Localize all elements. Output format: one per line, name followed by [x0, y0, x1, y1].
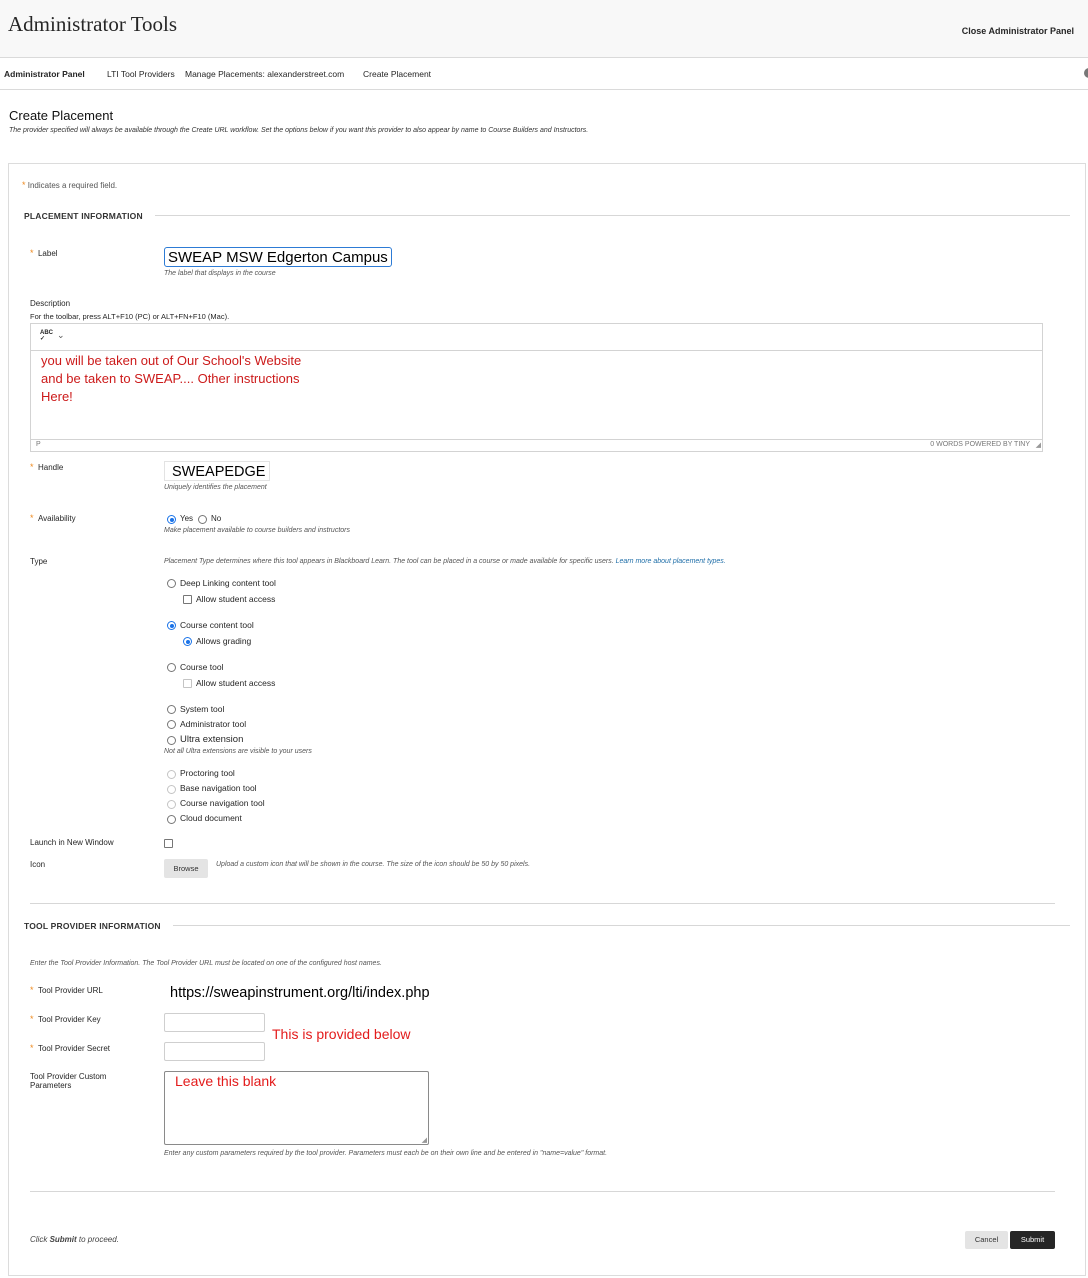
description-content[interactable]: you will be taken out of Our School's Website and be taken to SWEAP.... Other instructions Here!: [41, 353, 302, 404]
required-star-icon: *: [30, 1043, 34, 1053]
base-navigation-label: Base navigation tool: [180, 783, 257, 793]
ultra-extension-radio[interactable]: [167, 736, 176, 745]
toolbar-hint: For the toolbar, press ALT+F10 (PC) or ALT+FN+F10 (Mac).: [30, 312, 230, 321]
close-admin-panel-link[interactable]: Close Administrator Panel: [961, 26, 1074, 36]
custom-params-annotation: Leave this blank: [175, 1073, 277, 1089]
ultra-extension-label: Ultra extension: [180, 734, 244, 745]
placement-section-heading: PLACEMENT INFORMATION: [24, 211, 143, 221]
allows-grading-radio[interactable]: [183, 637, 192, 646]
required-star-icon: *: [30, 248, 34, 258]
availability-yes-label: Yes: [180, 514, 194, 523]
required-star-icon: *: [30, 985, 34, 995]
course-content-label: Course content tool: [180, 620, 254, 630]
course-content-radio[interactable]: [167, 621, 176, 630]
launch-new-window-label: Launch in New Window: [30, 838, 114, 847]
chevron-down-icon[interactable]: ⌄: [57, 330, 65, 340]
required-note: * Indicates a required field.: [22, 180, 118, 190]
course-tool-radio[interactable]: [167, 663, 176, 672]
submit-button[interactable]: Submit: [1010, 1231, 1055, 1249]
label-field-label: * Label: [30, 248, 58, 258]
element-path: P: [36, 441, 41, 448]
provider-intro: Enter the Tool Provider Information. The Tool Provider URL must be located on one of the configured host names.: [30, 960, 382, 967]
resize-handle-icon[interactable]: ◢: [1035, 442, 1041, 449]
learn-more-link[interactable]: Learn more about placement types.: [615, 558, 726, 565]
breadcrumb-lti-providers[interactable]: LTI Tool Providers: [107, 69, 175, 79]
type-label: Type: [30, 557, 48, 566]
course-tool-student-access-checkbox[interactable]: [183, 679, 192, 688]
section-divider: [30, 903, 1055, 904]
page-title: Create Placement: [9, 108, 114, 123]
availability-yes-radio[interactable]: [167, 515, 176, 524]
cancel-button[interactable]: Cancel: [965, 1231, 1008, 1249]
breadcrumb: [0, 58, 1088, 90]
handle-input[interactable]: SWEAPEDGE: [164, 461, 270, 481]
icon-label: Icon: [30, 860, 46, 869]
admin-header: [0, 0, 1088, 58]
required-star-icon: *: [30, 462, 34, 472]
required-star-icon: *: [30, 1014, 34, 1024]
spellcheck-icon[interactable]: ABC ✓: [40, 330, 53, 342]
handle-label: * Handle: [30, 462, 64, 472]
launch-new-window-checkbox[interactable]: [164, 839, 173, 848]
handle-hint: Uniquely identifies the placement: [164, 484, 267, 491]
section-divider: [173, 925, 1070, 926]
provider-secret-input[interactable]: [164, 1042, 265, 1061]
label-input[interactable]: SWEAP MSW Edgerton Campus: [164, 247, 392, 267]
proctoring-tool-radio[interactable]: [167, 770, 176, 779]
icon-hint: Upload a custom icon that will be shown in the course. The size of the icon should be 50 by 50 pixels.: [216, 861, 531, 868]
help-icon[interactable]: [1084, 68, 1088, 78]
provider-key-input[interactable]: [164, 1013, 265, 1032]
admin-tool-label: Administrator tool: [180, 719, 247, 729]
key-annotation: This is provided below: [272, 1026, 411, 1042]
custom-params-label: Tool Provider Custom Parameters: [30, 1072, 107, 1090]
provider-section-heading: TOOL PROVIDER INFORMATION: [24, 921, 161, 931]
system-tool-label: System tool: [180, 704, 225, 714]
deep-linking-student-access-checkbox[interactable]: [183, 595, 192, 604]
deep-linking-student-access-label: Allow student access: [196, 594, 276, 604]
page-header-title: Administrator Tools: [8, 12, 178, 36]
label-hint: The label that displays in the course: [164, 270, 276, 277]
breadcrumb-create-placement: Create Placement: [363, 69, 432, 79]
resize-handle-icon[interactable]: ◢: [421, 1137, 427, 1144]
system-tool-radio[interactable]: [167, 705, 176, 714]
editor-statusbar: [31, 439, 1042, 451]
availability-no-radio[interactable]: [198, 515, 207, 524]
proctoring-tool-label: Proctoring tool: [180, 768, 235, 778]
section-divider: [155, 215, 1070, 216]
provider-key-label: * Tool Provider Key: [30, 1014, 101, 1024]
provider-url-label: * Tool Provider URL: [30, 985, 103, 995]
custom-params-textarea[interactable]: [164, 1071, 429, 1145]
base-navigation-radio[interactable]: [167, 785, 176, 794]
availability-no-label: No: [211, 514, 222, 523]
required-star-icon: *: [30, 513, 34, 523]
breadcrumb-admin-panel[interactable]: Administrator Panel: [4, 69, 85, 79]
type-description: Placement Type determines where this tool appears in Blackboard Learn. The tool can be placed in a course or made available for specific users. Learn more about placement types.: [164, 558, 726, 565]
submit-instruction: Click Submit to proceed.: [30, 1235, 119, 1244]
description-editor[interactable]: [30, 323, 1043, 452]
cloud-document-label: Cloud document: [180, 813, 242, 823]
course-navigation-label: Course navigation tool: [180, 798, 265, 808]
deep-linking-label: Deep Linking content tool: [180, 578, 276, 588]
admin-tool-radio[interactable]: [167, 720, 176, 729]
word-count: 0 WORDS POWERED BY TINY: [930, 441, 1030, 448]
availability-label: * Availability: [30, 513, 76, 523]
browse-button[interactable]: Browse: [164, 859, 208, 878]
availability-hint: Make placement available to course builders and instructors: [164, 527, 350, 534]
course-tool-label: Course tool: [180, 662, 224, 672]
required-star-icon: *: [22, 180, 26, 190]
deep-linking-radio[interactable]: [167, 579, 176, 588]
course-navigation-radio[interactable]: [167, 800, 176, 809]
course-tool-student-access-label: Allow student access: [196, 678, 276, 688]
breadcrumb-manage-placements[interactable]: Manage Placements: alexanderstreet.com: [185, 69, 345, 79]
allows-grading-label: Allows grading: [196, 636, 252, 646]
ultra-extension-note: Not all Ultra extensions are visible to your users: [164, 748, 312, 755]
editor-toolbar: [31, 324, 1042, 351]
cloud-document-radio[interactable]: [167, 815, 176, 824]
page-subtitle: The provider specified will always be available through the Create URL workflow. Set the options below if you want this provider to also appear by name to Course Builders and Instructors.: [9, 127, 589, 134]
description-label: Description: [30, 299, 71, 308]
custom-params-hint: Enter any custom parameters required by the tool provider. Parameters must each be on their own line and be entered in "name=value" format.: [164, 1150, 608, 1157]
section-divider: [30, 1191, 1055, 1192]
provider-url-input[interactable]: https://sweapinstrument.org/lti/index.php: [170, 985, 430, 1001]
provider-secret-label: * Tool Provider Secret: [30, 1043, 110, 1053]
